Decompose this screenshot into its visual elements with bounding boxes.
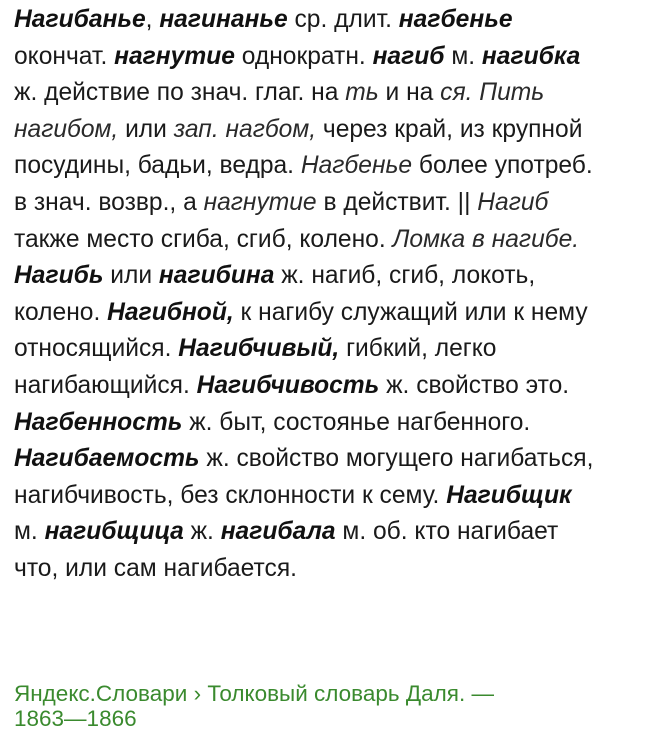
definition-text: к нагибу служащий или к нему (233, 298, 588, 326)
entry-line (14, 222, 644, 259)
definition-text: что, или сам нагибается. (14, 554, 297, 582)
headword: нагибина (158, 262, 275, 290)
entry-line (14, 405, 644, 442)
example-text: зап. нагбом, (173, 115, 317, 143)
definition-text: ж. нагиб, сгиб, локоть, (274, 262, 536, 290)
entry-line (14, 514, 644, 551)
definition-text: в действит. || (316, 188, 478, 216)
definition-text: через край, из крупной (316, 115, 583, 143)
entry-line (14, 331, 644, 368)
entry-line (14, 478, 644, 515)
example-text: ть (345, 79, 379, 107)
entry-line (14, 112, 644, 149)
definition-text: или (118, 115, 174, 143)
entry-line (14, 75, 644, 112)
definition-text: м. (444, 42, 482, 70)
definition-text: более употреб. (412, 152, 593, 180)
definition-text: относящийся. (14, 335, 179, 363)
headword: Нагибчивость (196, 371, 380, 399)
definition-text: гибкий, легко (339, 335, 497, 363)
entry-line (14, 39, 644, 76)
definition-text: в знач. возвр., а (14, 188, 204, 216)
example-text: Нагиб (477, 188, 549, 216)
headword: Нагибанье (14, 6, 146, 33)
definition-text: также место сгиба, сгиб, колено. (14, 225, 393, 253)
headword: нагибка (481, 42, 581, 70)
definition-text: м. (14, 518, 45, 546)
definition-text: окончат. (14, 42, 115, 70)
dictionary-entry (14, 2, 644, 588)
example-text: Ломка в нагибе. (392, 225, 580, 253)
headword: нагнутие (114, 42, 235, 70)
definition-text: ж. свойство могущего нагибаться, (199, 445, 594, 473)
headword: Нагибаемость (14, 445, 200, 473)
example-text: нагибом, (14, 115, 119, 143)
headword: Нагибчивый, (178, 335, 340, 363)
definition-text: колено. (14, 298, 108, 326)
entry-line (14, 551, 644, 588)
headword: Нагибь (14, 262, 104, 290)
entry-line (14, 295, 644, 332)
source-attribution[interactable] (14, 681, 634, 731)
entry-line (14, 441, 644, 478)
definition-text: ж. быт, состоянье нагбенного. (182, 408, 531, 436)
entry-line (14, 368, 644, 405)
definition-text: ж. действие по знач. глаг. на (14, 79, 346, 107)
entry-line (14, 258, 644, 295)
headword: нагибала (220, 518, 336, 546)
definition-text: или (103, 262, 159, 290)
headword: нагибщица (44, 518, 184, 546)
definition-text: и на (378, 79, 441, 107)
headword: нагинанье (159, 6, 288, 33)
definition-text: нагибчивость, без склонности к сему. (14, 481, 447, 509)
entry-line (14, 185, 644, 222)
definition-text: посудины, бадьи, ведра. (14, 152, 301, 180)
headword: Нагбенность (14, 408, 183, 436)
definition-text: м. об. кто нагибает (335, 518, 559, 546)
headword: Нагибщик (446, 481, 572, 509)
source-link-line-2[interactable]: 1863—1866 (14, 706, 137, 731)
definition-text: ж. (183, 518, 221, 546)
headword: нагбенье (398, 6, 513, 33)
definition-text: ж. свойство это. (379, 371, 570, 399)
definition-text: однократн. (234, 42, 373, 70)
definition-text: , (145, 6, 160, 33)
example-text: Нагбенье (300, 152, 413, 180)
entry-line (14, 148, 644, 185)
headword: Нагибной, (107, 298, 234, 326)
example-text: ся. Пить (440, 79, 545, 107)
example-text: нагнутие (203, 188, 317, 216)
headword: нагиб (372, 42, 445, 70)
entry-line (14, 2, 644, 39)
definition-text: нагибающийся. (14, 371, 197, 399)
definition-text: ср. длит. (287, 6, 399, 33)
source-link-line-1[interactable]: Яндекс.Словари › Толковый словарь Даля. — (14, 681, 494, 706)
